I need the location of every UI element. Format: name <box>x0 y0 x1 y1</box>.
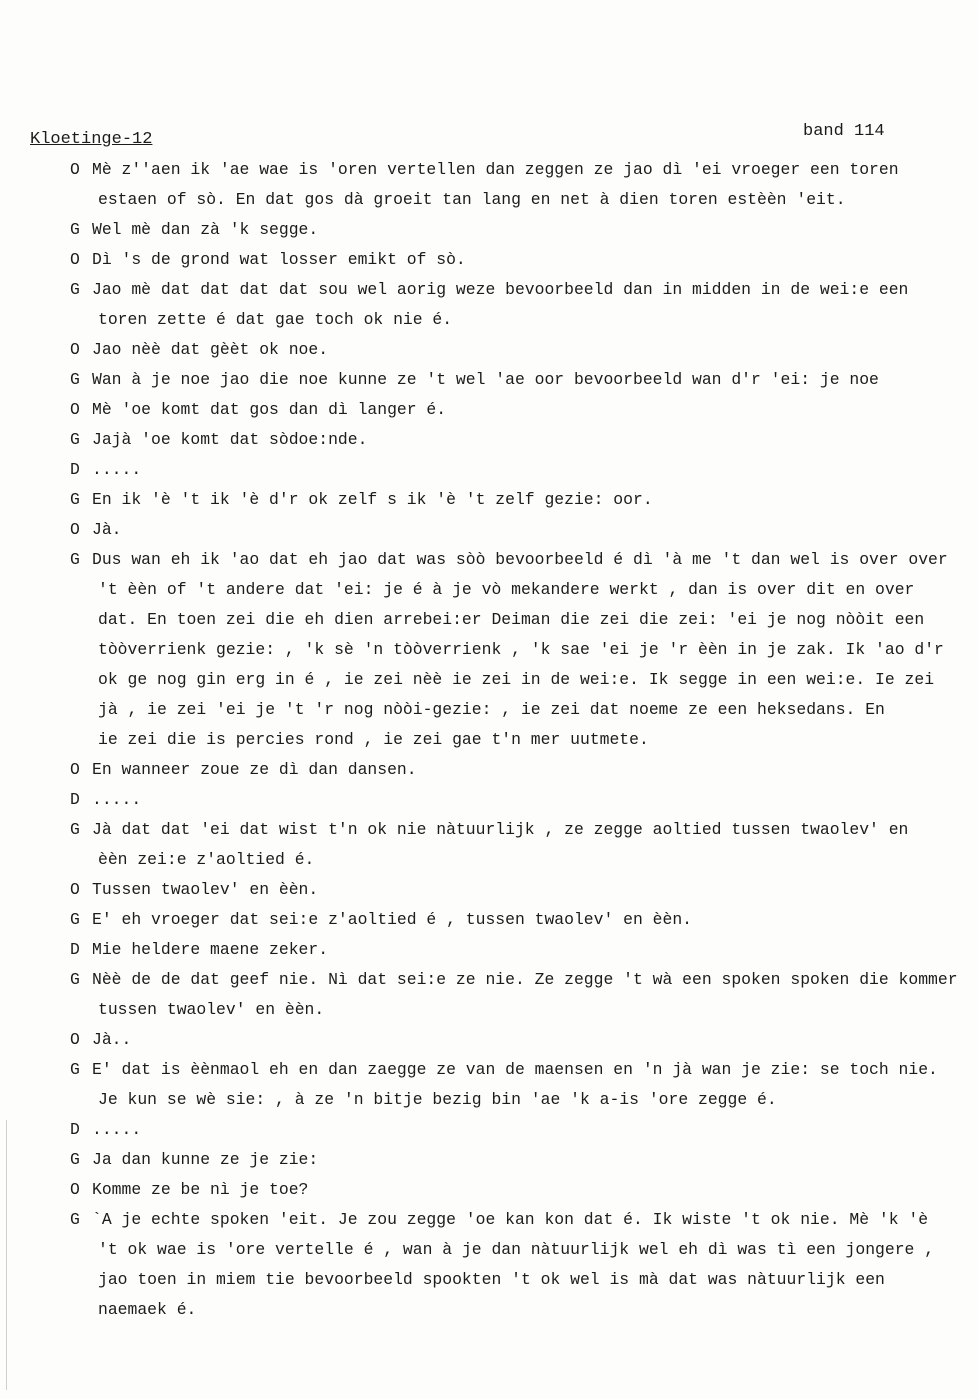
transcript-line <box>70 1175 975 1205</box>
transcript-line <box>70 335 975 365</box>
utterance-text: Jà. <box>92 520 122 539</box>
utterance-continuation: ie zei die is percies rond , ie zei gae t'n mer uutmete. <box>98 730 649 749</box>
transcript-entry <box>70 425 975 455</box>
transcript-entry <box>70 485 975 515</box>
band-number: band 114 <box>803 122 885 141</box>
speaker-label: D <box>70 940 80 959</box>
transcript-line <box>70 365 975 395</box>
document-title: Kloetinge-12 <box>30 130 153 149</box>
speaker-label: G <box>70 430 80 449</box>
transcript-entry <box>70 1025 975 1055</box>
transcript-line <box>70 965 975 995</box>
utterance-text: E' dat is èènmaol eh en dan zaegge ze van de maensen en 'n jà wan je zie: se toch nie. <box>92 1060 938 1079</box>
utterance-text: Jà dat dat 'ei dat wist t'n ok nie nàtuurlijk , ze zegge aoltied tussen twaolev' en <box>92 820 909 839</box>
utterance-continuation: 't èèn of 't andere dat 'ei: je é à je vò mekandere werkt , dan is over dit en over <box>98 580 915 599</box>
utterance-continuation: estaen of sò. En dat gos dà groeit tan lang en net à dien toren estèèn 'eit. <box>98 190 846 209</box>
speaker-label: G <box>70 820 80 839</box>
transcript-line <box>70 1115 975 1145</box>
speaker-label: O <box>70 1180 80 1199</box>
transcript-line <box>70 905 975 935</box>
transcript-entry <box>70 515 975 545</box>
speaker-label: G <box>70 910 80 929</box>
transcript-line <box>70 485 975 515</box>
transcript-entry <box>70 1175 975 1205</box>
transcript-line <box>70 1055 975 1085</box>
transcript-line <box>70 215 975 245</box>
transcript-line <box>70 875 975 905</box>
utterance-text: ..... <box>92 460 142 479</box>
transcript-entry <box>70 545 975 755</box>
speaker-label: O <box>70 520 80 539</box>
utterance-continuation: tussen twaolev' en èèn. <box>98 1000 325 1019</box>
utterance-continuation: Je kun se wè sie: , à ze 'n bitje bezig bin 'ae 'k a-is 'ore zegge é. <box>98 1090 777 1109</box>
speaker-label: G <box>70 370 80 389</box>
utterance-text: Mè z''aen ik 'ae wae is 'oren vertellen dan zeggen ze jao dì 'ei vroeger een toren <box>92 160 899 179</box>
transcript-entry <box>70 155 975 215</box>
transcript-entry <box>70 245 975 275</box>
transcript-line <box>70 425 975 455</box>
transcript-line <box>70 155 975 185</box>
utterance-text: Nèè de de dat geef nie. Nì dat sei:e ze nie. Ze zegge 't wà een spoken spoken die kommer <box>92 970 958 989</box>
transcript-entry <box>70 815 975 875</box>
speaker-label: G <box>70 1060 80 1079</box>
transcript-line <box>70 785 975 815</box>
speaker-label: G <box>70 1150 80 1169</box>
transcript-entry <box>70 905 975 935</box>
transcript-entry <box>70 395 975 425</box>
utterance-text: Dus wan eh ik 'ao dat eh jao dat was sòò bevoorbeeld é dì 'à me 't dan wel is over over <box>92 550 948 569</box>
transcript-entry <box>70 965 975 1025</box>
utterance-text: Jao nèè dat gèèt ok noe. <box>92 340 329 359</box>
speaker-label: G <box>70 490 80 509</box>
speaker-label: O <box>70 250 80 269</box>
speaker-label: G <box>70 280 80 299</box>
transcript-line <box>70 815 975 845</box>
transcript-entry <box>70 1115 975 1145</box>
utterance-text: ..... <box>92 1120 142 1139</box>
utterance-continuation: dat. En toen zei die eh dien arrebei:er Deiman die zei die zei: 'ei je nog nòòit een <box>98 610 925 629</box>
transcript-line <box>70 1145 975 1175</box>
speaker-label: G <box>70 550 80 569</box>
speaker-label: G <box>70 220 80 239</box>
transcript-entry <box>70 755 975 785</box>
utterance-continuation: naemaek é. <box>98 1300 197 1319</box>
utterance-text: Ja dan kunne ze je zie: <box>92 1150 319 1169</box>
utterance-text: En ik 'è 't ik 'è d'r ok zelf s ik 'è 't zelf gezie: oor. <box>92 490 653 509</box>
transcript-line <box>70 1205 975 1235</box>
utterance-continuation: tòòverrienk gezie: , 'k sè 'n tòòverrienk , 'k sae 'ei je 'r èèn in je zak. Ik 'ao d'r <box>98 640 944 659</box>
utterance-text: Jao mè dat dat dat dat sou wel aorig weze bevoorbeeld dan in midden in de wei:e een <box>92 280 909 299</box>
utterance-text: Wan à je noe jao die noe kunne ze 't wel 'ae oor bevoorbeeld wan d'r 'ei: je noe <box>92 370 879 389</box>
utterance-continuation: toren zette é dat gae toch ok nie é. <box>98 310 453 329</box>
utterance-text: Dì 's de grond wat losser emikt of sò. <box>92 250 466 269</box>
transcript-entry <box>70 215 975 245</box>
transcript-entry <box>70 1145 975 1175</box>
transcript-entry <box>70 875 975 905</box>
speaker-label: O <box>70 1030 80 1049</box>
utterance-continuation: ok ge nog gin erg in é , ie zei nèè ie zei in de wei:e. Ik segge in een wei:e. Ie zei <box>98 670 935 689</box>
utterance-text: Wel mè dan zà 'k segge. <box>92 220 319 239</box>
transcript-entry <box>70 335 975 365</box>
utterance-continuation: 't ok wae is 'ore vertelle é , wan à je dan nàtuurlijk wel eh dì was tì een jongere , <box>98 1240 935 1259</box>
utterance-continuation: jà , ie zei 'ei je 't 'r nog nòòi-gezie: , ie zei dat noeme ze een heksedans. En <box>98 700 885 719</box>
speaker-label: D <box>70 790 80 809</box>
utterance-text: Mè 'oe komt dat gos dan dì langer é. <box>92 400 447 419</box>
speaker-label: D <box>70 460 80 479</box>
utterance-text: `A je echte spoken 'eit. Je zou zegge 'oe kan kon dat é. Ik wiste 't ok nie. Mè 'k 'è <box>92 1210 929 1229</box>
speaker-label: O <box>70 160 80 179</box>
speaker-label: O <box>70 340 80 359</box>
transcript <box>70 155 975 1325</box>
utterance-text: Komme ze be nì je toe? <box>92 1180 309 1199</box>
transcript-line <box>70 1025 975 1055</box>
utterance-text: Mie heldere maene zeker. <box>92 940 329 959</box>
speaker-label: O <box>70 400 80 419</box>
transcript-line <box>70 935 975 965</box>
transcript-entry <box>70 1205 975 1325</box>
utterance-text: Jajà 'oe komt dat sòdoe:nde. <box>92 430 368 449</box>
speaker-label: G <box>70 1210 80 1229</box>
transcript-entry <box>70 935 975 965</box>
transcript-entry <box>70 1055 975 1115</box>
transcript-line <box>70 455 975 485</box>
transcript-line <box>70 245 975 275</box>
speaker-label: G <box>70 970 80 989</box>
transcript-line <box>70 515 975 545</box>
transcript-entry <box>70 365 975 395</box>
speaker-label: O <box>70 880 80 899</box>
utterance-continuation: èèn zei:e z'aoltied é. <box>98 850 315 869</box>
utterance-text: E' eh vroeger dat sei:e z'aoltied é , tussen twaolev' en èèn. <box>92 910 692 929</box>
utterance-text: ..... <box>92 790 142 809</box>
utterance-text: Tussen twaolev' en èèn. <box>92 880 319 899</box>
margin-rule <box>6 1120 7 1390</box>
transcript-entry <box>70 275 975 335</box>
transcript-line <box>70 545 975 575</box>
transcript-line <box>70 275 975 305</box>
transcript-entry <box>70 455 975 485</box>
transcript-entry <box>70 785 975 815</box>
utterance-text: En wanneer zoue ze dì dan dansen. <box>92 760 417 779</box>
transcript-line <box>70 395 975 425</box>
speaker-label: O <box>70 760 80 779</box>
utterance-text: Jà.. <box>92 1030 132 1049</box>
transcript-line <box>70 755 975 785</box>
utterance-continuation: jao toen in miem tie bevoorbeeld spookten 't ok wel is mà dat was nàtuurlijk een <box>98 1270 885 1289</box>
speaker-label: D <box>70 1120 80 1139</box>
